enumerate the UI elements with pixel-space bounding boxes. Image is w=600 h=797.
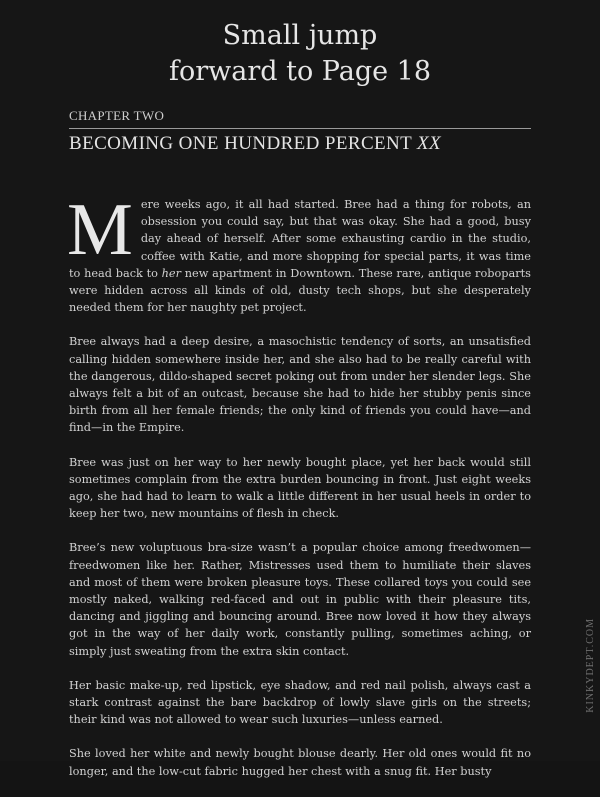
paragraph-1 bbox=[67, 189, 531, 316]
header-line-1: Small jump bbox=[222, 20, 378, 51]
paragraph-1-part-a: ere weeks ago, it all had started. Bree had a thing for robots, an obsession you could say, but that was okay. She had a good, busy day ahead of herself. After some exhausting cardio in the studio, coffee with Katie, and more shopping for special parts, it was time to head back to bbox=[69, 198, 531, 280]
paragraph-2: Bree always had a deep desire, a masochistic tendency of sorts, an unsatisfied calling hidden somewhere inside her, and she also had to be really careful with the dangerous, dildo-shaped secret poking out from under her slender legs. She always felt a bit of an outcast, because she had to hide her stubby penis since birth from all her female friends; the only kind of friends you could have—and find—in the Empire. bbox=[69, 335, 531, 435]
page-header-title bbox=[0, 18, 600, 90]
chapter-divider bbox=[69, 128, 531, 129]
paragraph-4: Bree’s new voluptuous bra-size wasn’t a popular choice among freedwomen—freedwomen like her. Rather, Mistresses used them to humiliate their slaves and most of them were broken pleasure toys. These collared toys you could see mostly naked, walking red-faced and out in public with their pleasure tits, dancing and jiggling and bouncing around. Bree now loved it how they always got in the way of her daily work, constantly pulling, sometimes aching, or simply just sweating from the extra skin contact. bbox=[69, 541, 531, 658]
paragraph-6: She loved her white and newly bought blouse dearly. Her old ones would fit no longer, and the low-cut fabric hugged her chest with a snug fit. Her busty bbox=[69, 747, 531, 778]
chapter-heading bbox=[69, 133, 441, 155]
chapter-label: CHAPTER TWO bbox=[69, 108, 165, 123]
chapter-heading-main: BECOMING ONE HUNDRED PERCENT bbox=[69, 133, 417, 154]
chapter-body bbox=[67, 189, 531, 797]
paragraph-5: Her basic make-up, red lipstick, eye shadow, and red nail polish, always cast a stark contrast against the bare backdrop of lowly slave girls on the streets; their kind was not allowed to wear such luxuries—unless earned. bbox=[69, 678, 531, 727]
drop-cap: M bbox=[67, 189, 133, 271]
paragraph-1-emphasis: her bbox=[161, 266, 182, 280]
paragraph-3: Bree was just on her way to her newly bought place, yet her back would still sometimes complain from the extra burden bouncing in front. Just eight weeks ago, she had had to learn to walk a little different in her usual heels in order to keep her two, new mountains of flesh in check. bbox=[69, 455, 531, 521]
header-line-2: forward to Page 18 bbox=[168, 56, 432, 87]
chapter-heading-italic: XX bbox=[416, 133, 441, 154]
paragraph-1-part-b: new apartment in Downtown. These rare, antique roboparts were hidden across all kinds of old, dusty tech shops, but she desperately needed them for her naughty pet project. bbox=[69, 266, 531, 315]
watermark-text: KINKYDEPT.COM bbox=[585, 618, 596, 713]
